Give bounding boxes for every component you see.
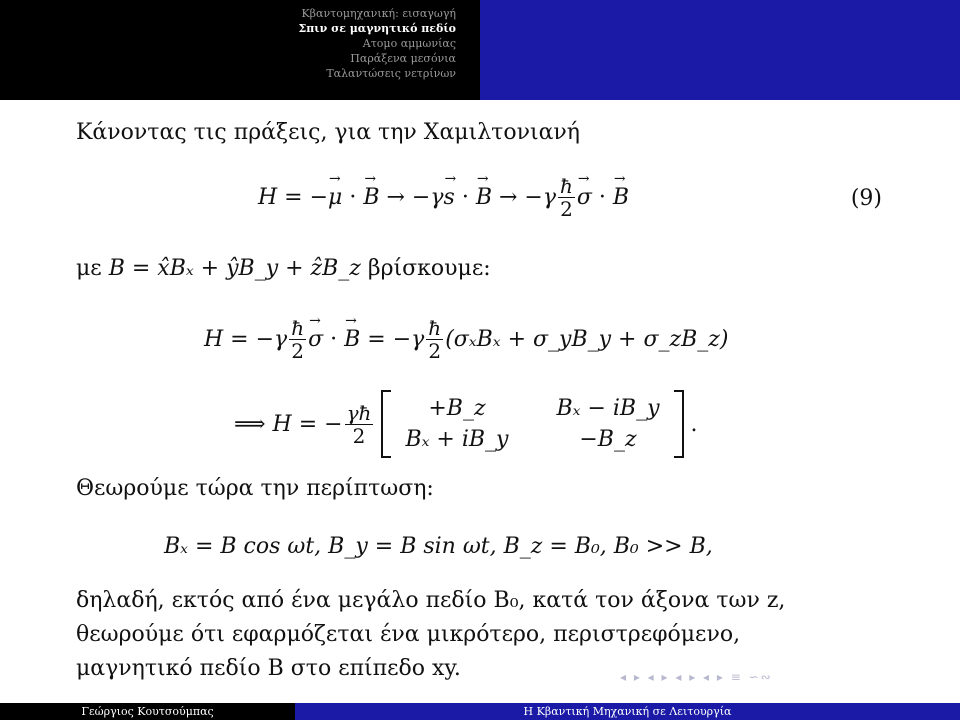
- matrix-a22: −B_z: [579, 427, 637, 452]
- explanation-line-1: δηλαδή, εκτός από ένα μεγάλο πεδίο B₀, κατά τον άξονα των z,: [76, 588, 786, 613]
- field-case-equation: Bₓ = B cos ωt, B_y = B sin ωt, B_z = B₀, B₀ >> B,: [164, 533, 713, 559]
- matrix-a11: +B_z: [428, 396, 486, 421]
- header-right: [480, 0, 960, 100]
- nav-item-spin-field[interactable]: Σπιν σε μαγνητικό πεδίο: [298, 22, 456, 35]
- footer-bar: [0, 703, 960, 720]
- b-decomposition-line: με B = x̂Bₓ + ŷB_y + ẑB_z βρίσκουμε:: [76, 256, 491, 281]
- matrix-a12: Bₓ − iB_y: [556, 396, 660, 421]
- header-left: [0, 0, 480, 100]
- equation-9: H = − → μ · → B → − γ → s · → B → − γ $\frac{ħ}{2}$ → σ · → B: [258, 162, 629, 232]
- slide-content: [0, 100, 960, 700]
- nav-item-kaons[interactable]: Παράξενα μεσόνια: [350, 52, 456, 65]
- beamer-navigation-icons[interactable]: ◂ ▸ ◂ ▸ ◂ ▸ ◂ ▸ ≡ ∽∾: [620, 670, 773, 684]
- nav-item-ammonia[interactable]: Ατομο αμμωνίας: [362, 37, 456, 50]
- consider-text: Θεωρούμε τώρα την περίπτωση:: [76, 476, 434, 501]
- footer-author: Γεώργιος Κουτσούμπας: [0, 703, 295, 720]
- hamiltonian-matrix: [381, 390, 683, 458]
- equation-number: (9): [850, 186, 882, 211]
- matrix-a21: Bₓ + iB_y: [405, 427, 509, 452]
- explanation-line-2: θεωρούμε ότι εφαρμόζεται ένα μικρότερο, περιστρεφόμενο,: [76, 622, 741, 647]
- explanation-line-3: μαγνητικό πεδίο B στο επίπεδο xy.: [76, 656, 461, 681]
- b-decomposition: B = x̂Bₓ + ŷB_y + ẑB_z: [108, 256, 361, 281]
- section-navigation: [298, 6, 456, 81]
- header-bar: [0, 0, 960, 100]
- nav-item-intro[interactable]: Κβαντομηχανική: εισαγωγή: [301, 7, 456, 20]
- nav-item-neutrinos[interactable]: Ταλαντώσεις νετρίνων: [326, 67, 456, 80]
- hamiltonian-sigma-equation: H = − γ $\frac{ħ}{2}$ → σ · → B = − γ $\frac{ħ}{2}$ (σₓBₓ + σ_yB_y + σ_zB_z): [204, 304, 728, 374]
- footer-title: Η Κβαντική Μηχανική σε Λειτουργία: [295, 703, 960, 720]
- intro-text: Κάνοντας τις πράξεις, για την Χαμιλτονιανή: [76, 120, 580, 145]
- hamiltonian-matrix-equation: ⟹ H = − $\frac{\gamma ħ}{2}$ +B_z Bₓ − iB_y Bₓ + iB_y −B_z .: [234, 384, 698, 464]
